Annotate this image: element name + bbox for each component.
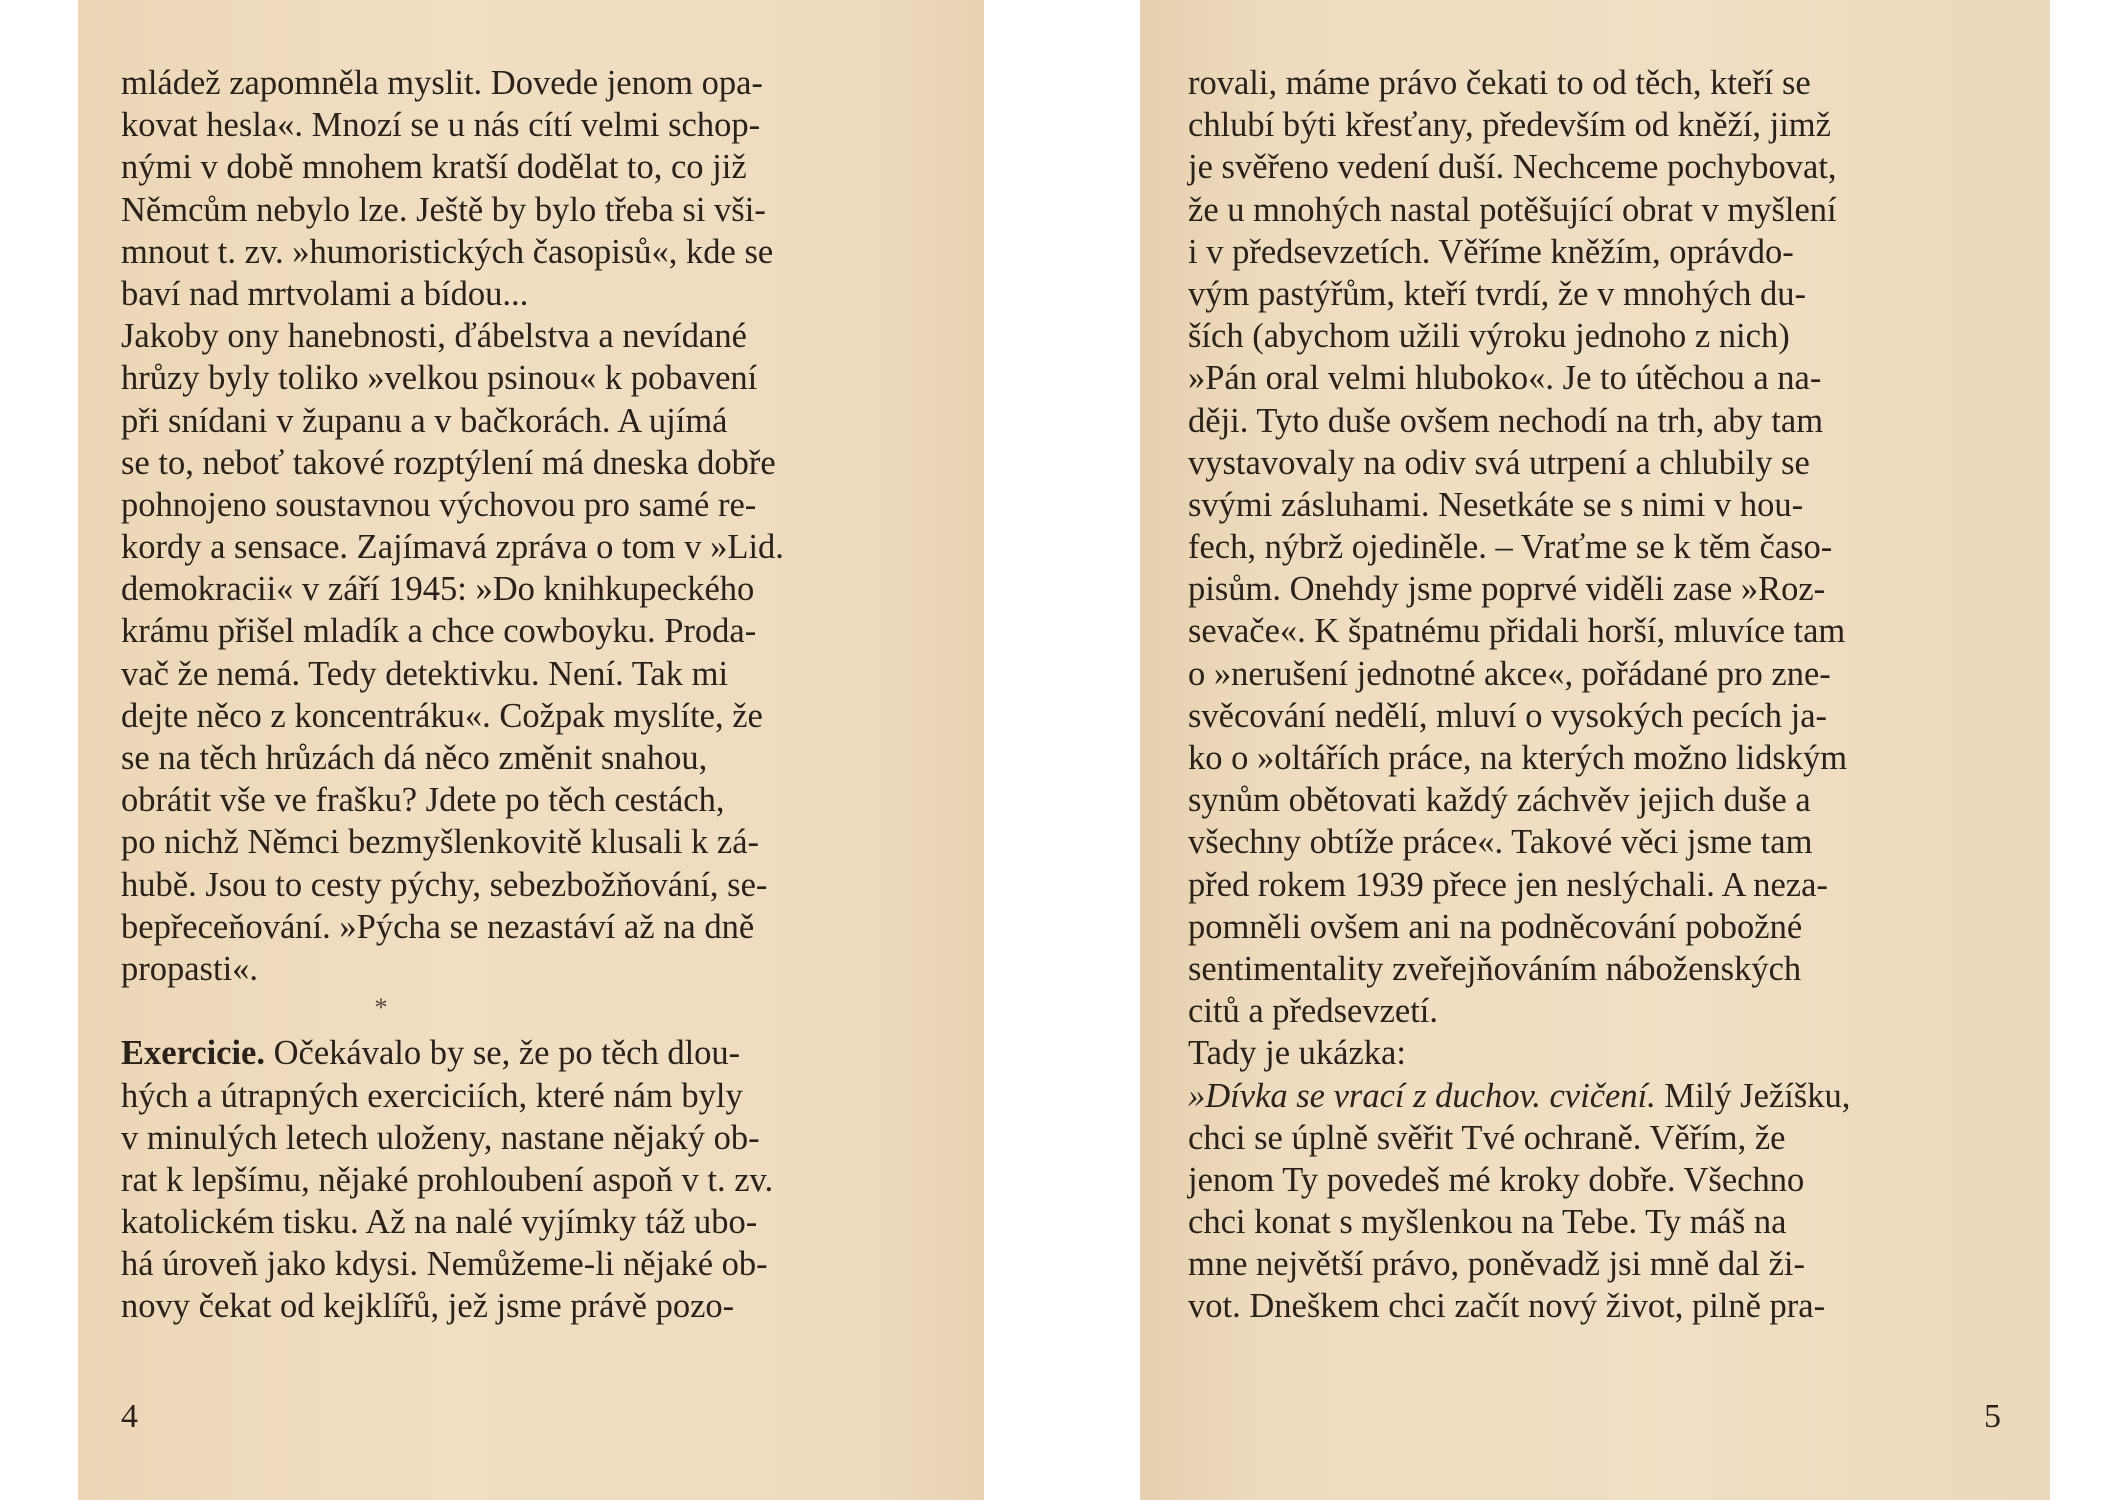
text-line: se to, neboť takové rozptýlení má dneska dobře bbox=[121, 443, 776, 482]
text-line: po nichž Němci bezmyšlenkovitě klusali k zá- bbox=[121, 823, 760, 862]
text-line: katolickém tisku. Až na nalé vyjímky táž ubo- bbox=[121, 1203, 758, 1242]
text-line: ších (abychom užili výroku jednoho z nich) bbox=[1188, 317, 1790, 356]
text-line: mládež zapomněla myslit. Dovede jenom opa- bbox=[121, 64, 763, 102]
text-line: baví nad mrtvolami a bídou... bbox=[121, 274, 529, 313]
text-line: že u mnohých nastal potěšující obrat v myšlení bbox=[1188, 190, 1837, 229]
text-line: hubě. Jsou to cesty pýchy, sebezbožňování, se- bbox=[121, 865, 768, 904]
text-line: hrůzy byly toliko »velkou psinou« k pobavení bbox=[121, 359, 758, 398]
text-line: i v předsevzetích. Věříme kněžím, oprávdo- bbox=[1188, 232, 1794, 271]
text-line: ději. Tyto duše ovšem nechodí na trh, aby tam bbox=[1188, 401, 1824, 440]
text-line: všechny obtíže práce«. Takové věci jsme tam bbox=[1188, 823, 1813, 862]
right-page-text bbox=[1188, 62, 1850, 1328]
text-line: v minulých letech uloženy, nastane nějaký ob- bbox=[121, 1118, 760, 1157]
text-line: fech, nýbrž ojediněle. – Vraťme se k těm časo- bbox=[1188, 528, 1833, 567]
page-number: 5 bbox=[1984, 1398, 2001, 1435]
text-line: nými v době mnohem kratší dodělat to, co již bbox=[121, 148, 747, 187]
text-line: mnout t. zv. »humoristických časopisů«, kde se bbox=[121, 232, 774, 271]
right-page bbox=[1140, 0, 2050, 1500]
text-line: o »nerušení jednotné akce«, pořádané pro zne- bbox=[1188, 654, 1831, 693]
text-line: synům obětovati každý záchvěv jejich duše a bbox=[1188, 781, 1811, 820]
text-line: rat k lepšímu, nějaké prohloubení aspoň v t. zv. bbox=[121, 1160, 774, 1199]
text-line: citů a předsevzetí. bbox=[1188, 992, 1439, 1031]
text-line: há úroveň jako kdysi. Nemůžeme-li nějaké ob- bbox=[121, 1245, 768, 1284]
quote-first-line-text: Milý Ježíšku, bbox=[1655, 1076, 1851, 1115]
text-line: Němcům nebylo lze. Ještě by bylo třeba si vši- bbox=[121, 190, 766, 229]
text-line: sevače«. K špatnému přidali horší, mluvíce tam bbox=[1188, 612, 1846, 651]
text-line: svěcování nedělí, mluví o vysokých pecích ja- bbox=[1188, 696, 1828, 735]
section-first-line bbox=[121, 1032, 784, 1074]
text-line: chlubí býti křesťany, především od kněží, jimž bbox=[1188, 106, 1831, 145]
section-heading: Exercicie. bbox=[121, 1034, 265, 1073]
left-page bbox=[78, 0, 984, 1500]
text-line: vač že nemá. Tedy detektivku. Není. Tak mi bbox=[121, 654, 729, 693]
text-line: vystavovaly na odiv svá utrpení a chlubily se bbox=[1188, 443, 1810, 482]
text-line: novy čekat od kejklířů, jež jsme právě pozo- bbox=[121, 1287, 735, 1326]
text-line: vot. Dneškem chci začít nový život, pilně pra- bbox=[1188, 1287, 1826, 1326]
text-line: chci konat s myšlenkou na Tebe. Ty máš na bbox=[1188, 1203, 1787, 1242]
section-separator: * bbox=[374, 993, 388, 1023]
text-line: pohnojeno soustavnou výchovou pro samé re- bbox=[121, 485, 757, 524]
text-line: ko o »oltářích práce, na kterých možno lidským bbox=[1188, 739, 1848, 777]
text-line: obrátit vše ve frašku? Jdete po těch cestách, bbox=[121, 781, 725, 820]
text-line: chci se úplně svěřit Tvé ochraně. Věřím, že bbox=[1188, 1118, 1786, 1157]
text-line: Jakoby ony hanebnosti, ďábelstva a nevídané bbox=[121, 317, 747, 356]
text-line: rovali, máme právo čekati to od těch, kteří se bbox=[1188, 64, 1811, 102]
quote-first-line bbox=[1188, 1075, 1850, 1117]
page-number: 4 bbox=[121, 1398, 138, 1435]
text-line: »Pán oral velmi hluboko«. Je to útěchou a na- bbox=[1188, 359, 1822, 398]
text-line: mne největší právo, poněvadž jsi mně dal ži- bbox=[1188, 1245, 1805, 1284]
text-line: sentimentality zveřejňováním náboženských bbox=[1188, 949, 1802, 988]
text-line: hých a útrapných exerciciích, které nám byly bbox=[121, 1076, 743, 1115]
text-line: před rokem 1939 přece jen neslýchali. A neza- bbox=[1188, 865, 1828, 904]
text-line: se na těch hrůzách dá něco změnit snahou, bbox=[121, 739, 708, 777]
text-line: Tady je ukázka: bbox=[1188, 1034, 1406, 1073]
section-first-line-text: Očekávalo by se, že po těch dlou- bbox=[265, 1034, 741, 1073]
text-line: kovat hesla«. Mnozí se u nás cítí velmi schop- bbox=[121, 106, 761, 145]
text-line: pomněli ovšem ani na podněcování pobožné bbox=[1188, 907, 1803, 946]
quote-title: »Dívka se vrací z duchov. cvičení. bbox=[1188, 1076, 1656, 1115]
text-line: svými zásluhami. Nesetkáte se s nimi v hou- bbox=[1188, 485, 1804, 524]
text-line: vým pastýřům, kteří tvrdí, že v mnohých du- bbox=[1188, 274, 1807, 313]
text-line: dejte něco z koncentráku«. Cožpak myslíte, že bbox=[121, 696, 763, 735]
text-line: krámu přišel mladík a chce cowboyku. Proda- bbox=[121, 612, 757, 651]
text-line: demokracii« v září 1945: »Do knihkupeckého bbox=[121, 570, 755, 609]
text-line: pisům. Onehdy jsme poprvé viděli zase »Roz- bbox=[1188, 570, 1826, 609]
text-line: je svěřeno vedení duší. Nechceme pochybovat, bbox=[1188, 148, 1837, 187]
left-page-text bbox=[121, 62, 784, 1328]
text-line: jenom Ty povedeš mé kroky dobře. Všechno bbox=[1188, 1160, 1805, 1199]
text-line: propasti«. bbox=[121, 949, 259, 988]
text-line: při snídani v županu a v bačkorách. A ujímá bbox=[121, 401, 728, 440]
text-line: bepřeceňování. »Pýcha se nezastáví až na dně bbox=[121, 907, 755, 946]
text-line: kordy a sensace. Zajímavá zpráva o tom v »Lid. bbox=[121, 528, 784, 567]
